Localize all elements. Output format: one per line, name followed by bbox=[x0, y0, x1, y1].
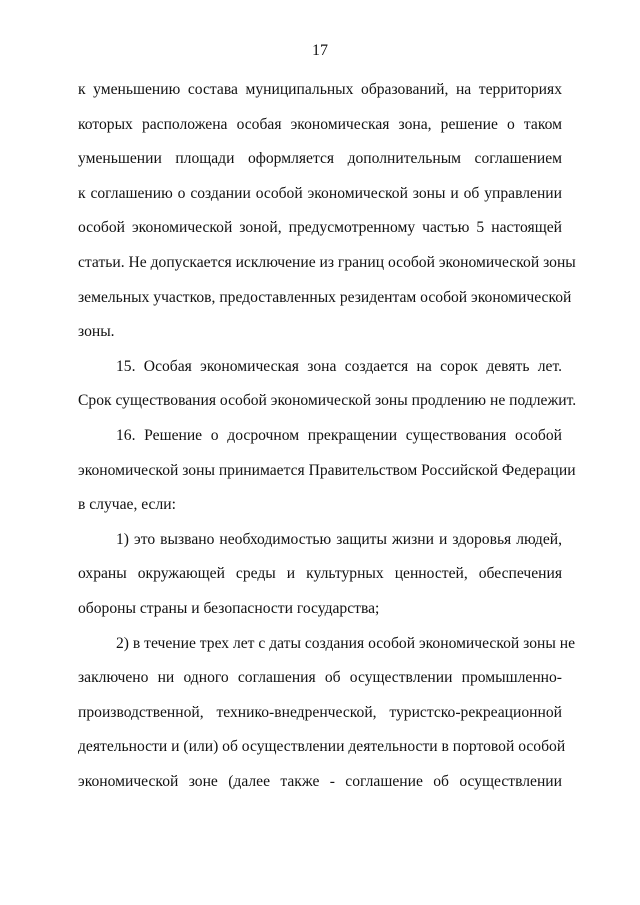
text-line: 1) это вызвано необходимостью защиты жизни и здоровья людей, bbox=[116, 530, 562, 548]
text-line: экономической зоне (далее также - соглашение об осуществлении bbox=[78, 772, 562, 790]
text-line: экономической зоны принимается Правительством Российской Федерации bbox=[78, 461, 576, 479]
text-line: 16. Решение о досрочном прекращении существования особой bbox=[116, 426, 562, 444]
text-line: охраны окружающей среды и культурных ценностей, обеспечения bbox=[78, 565, 562, 583]
document-body bbox=[78, 78, 577, 804]
page-number: 17 bbox=[312, 42, 328, 59]
text-line: обороны страны и безопасности государства; bbox=[78, 599, 380, 617]
text-line: заключено ни одного соглашения об осуществлении промышленно- bbox=[78, 669, 562, 687]
text-line: производственной, технико-внедренческой, туристско-рекреационной bbox=[78, 703, 562, 721]
text-line: зоны. bbox=[78, 323, 115, 341]
text-line: в случае, если: bbox=[78, 496, 176, 514]
text-line: которых расположена особая экономическая зона, решение о таком bbox=[78, 115, 562, 133]
text-line: Срок существования особой экономической зоны продлению не подлежит. bbox=[78, 392, 577, 410]
text-line: к соглашению о создании особой экономической зоны и об управлении bbox=[78, 184, 562, 202]
text-line: к уменьшению состава муниципальных образований, на территориях bbox=[78, 81, 562, 98]
text-line: 2) в течение трех лет с даты создания особой экономической зоны не bbox=[116, 634, 576, 652]
text-line: особой экономической зоной, предусмотренному частью 5 настоящей bbox=[78, 219, 562, 237]
text-line: деятельности и (или) об осуществлении деятельности в портовой особой bbox=[78, 738, 566, 756]
text-line: 15. Особая экономическая зона создается на сорок девять лет. bbox=[116, 357, 562, 375]
text-line: земельных участков, предоставленных резидентам особой экономической bbox=[78, 288, 572, 306]
text-line: уменьшении площади оформляется дополнительным соглашением bbox=[78, 150, 562, 168]
text-line: статьи. Не допускается исключение из границ особой экономической зоны bbox=[78, 253, 576, 271]
